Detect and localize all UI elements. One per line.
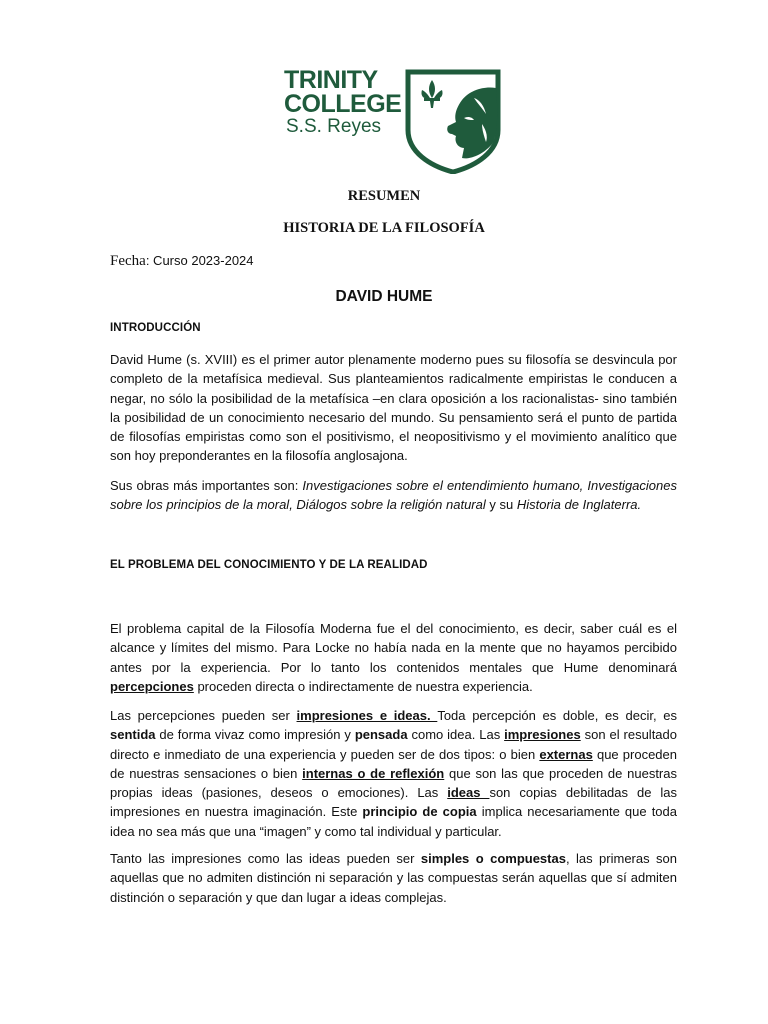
term-percepciones: percepciones bbox=[110, 678, 194, 694]
date-line bbox=[110, 253, 254, 270]
work-title: Historia de Inglaterra. bbox=[516, 497, 642, 513]
term-externas: externas bbox=[539, 746, 593, 762]
paragraph-obras bbox=[110, 476, 677, 515]
term-simples-compuestas: simples o compuestas bbox=[420, 851, 566, 866]
document-title: RESUMEN bbox=[347, 188, 421, 204]
lion-shield-crest-icon bbox=[404, 68, 502, 174]
term-principio-copia: principio de copia bbox=[362, 804, 477, 820]
text-run: Tanto las impresiones como las ideas pueden ser bbox=[110, 851, 421, 866]
text-run: Sus obras más importantes son: bbox=[110, 478, 303, 493]
text-run: Toda percepción es doble, es decir, es bbox=[437, 708, 677, 723]
text-run: implica necesariamente que toda idea no sea más que una “imagen” y como tal individual y particular. bbox=[110, 804, 677, 839]
author-heading: DAVID HUME bbox=[335, 288, 433, 305]
term-impresiones-ideas: impresiones e ideas. bbox=[296, 708, 438, 723]
text-run: proceden directa o indirectamente de nuestra experiencia. bbox=[193, 678, 533, 694]
paragraph-intro: David Hume (s. XVIII) es el primer autor plenamente moderno pues su filosofía se desvincula por completo de la metafísica medieval. Sus planteamientos radicalmente empiristas le conducen a negar, no sólo la posibilidad de la metafísica –en clara oposición a los racionalistas- sino también la posibilidad de un conocimiento necesario del mundo. Su pensamiento será el punto de partida de filosofías empiristas como son el positivismo, el neopositivismo y el movimiento analítico que son hoy preponderantes en la filosofía anglosajona. bbox=[110, 352, 677, 464]
section-heading-problema: EL PROBLEMA DEL CONOCIMIENTO Y DE LA REALIDAD bbox=[110, 559, 428, 571]
term-pensada: pensada bbox=[354, 727, 408, 743]
text-run: que son las que proceden de nuestras propias ideas (pasiones, deseos o emociones). Las bbox=[110, 765, 677, 801]
section-heading-introduccion: INTRODUCCIÓN bbox=[110, 322, 201, 334]
paragraph-simples-compuestas bbox=[110, 849, 677, 907]
text-run: son el resultado directo e inmediato de una experiencia y pueden ser de dos tipos: o bien bbox=[110, 727, 677, 762]
works-list: Investigaciones sobre el entendimiento humano, Investigaciones sobre los principios de la moral, Diálogos sobre la religión natural bbox=[110, 478, 677, 513]
text-run: como idea. Las bbox=[407, 727, 505, 743]
logo-line-location: S.S. Reyes bbox=[286, 116, 382, 137]
logo-wordmark bbox=[284, 68, 412, 138]
logo-line-college: COLLEGE bbox=[284, 90, 402, 118]
text-run: que proceden de nuestras sensaciones o bien bbox=[110, 746, 677, 781]
date-label: Fecha bbox=[110, 253, 146, 269]
term-internas: internas o de reflexión bbox=[302, 765, 445, 781]
term-ideas: ideas bbox=[447, 785, 490, 801]
text-run: El problema capital de la Filosofía Moderna fue el del conocimiento, es decir, saber cuál es el alcance y límites del mismo. Para Locke no había nada en la mente que no hayamos percibido antes por la experiencia. Por lo tanto los contenidos mentales que Hume denominará bbox=[110, 621, 677, 675]
text-run: , las primeras son aquellas que no admiten distinción ni separación y las compuestas serán aquellas que sí admiten distinción o separación y que dan lugar a ideas complejas. bbox=[110, 851, 677, 905]
term-sentida: sentida bbox=[110, 727, 156, 743]
paragraph-problema bbox=[110, 619, 677, 696]
text-run: y su bbox=[485, 497, 517, 513]
text-run: de forma vivaz como impresión y bbox=[155, 727, 355, 743]
term-impresiones: impresiones bbox=[504, 727, 581, 743]
logo-line-trinity: TRINITY bbox=[284, 66, 378, 94]
text-run: Las percepciones pueden ser bbox=[110, 708, 297, 723]
school-logo bbox=[284, 68, 502, 174]
text-run: son copias debilitadas de las impresiones en nuestra imaginación. Este bbox=[110, 785, 677, 820]
date-value: : Curso 2023-2024 bbox=[145, 253, 254, 268]
document-subtitle: HISTORIA DE LA FILOSOFÍA bbox=[283, 220, 485, 236]
paragraph-percepciones bbox=[110, 706, 677, 841]
